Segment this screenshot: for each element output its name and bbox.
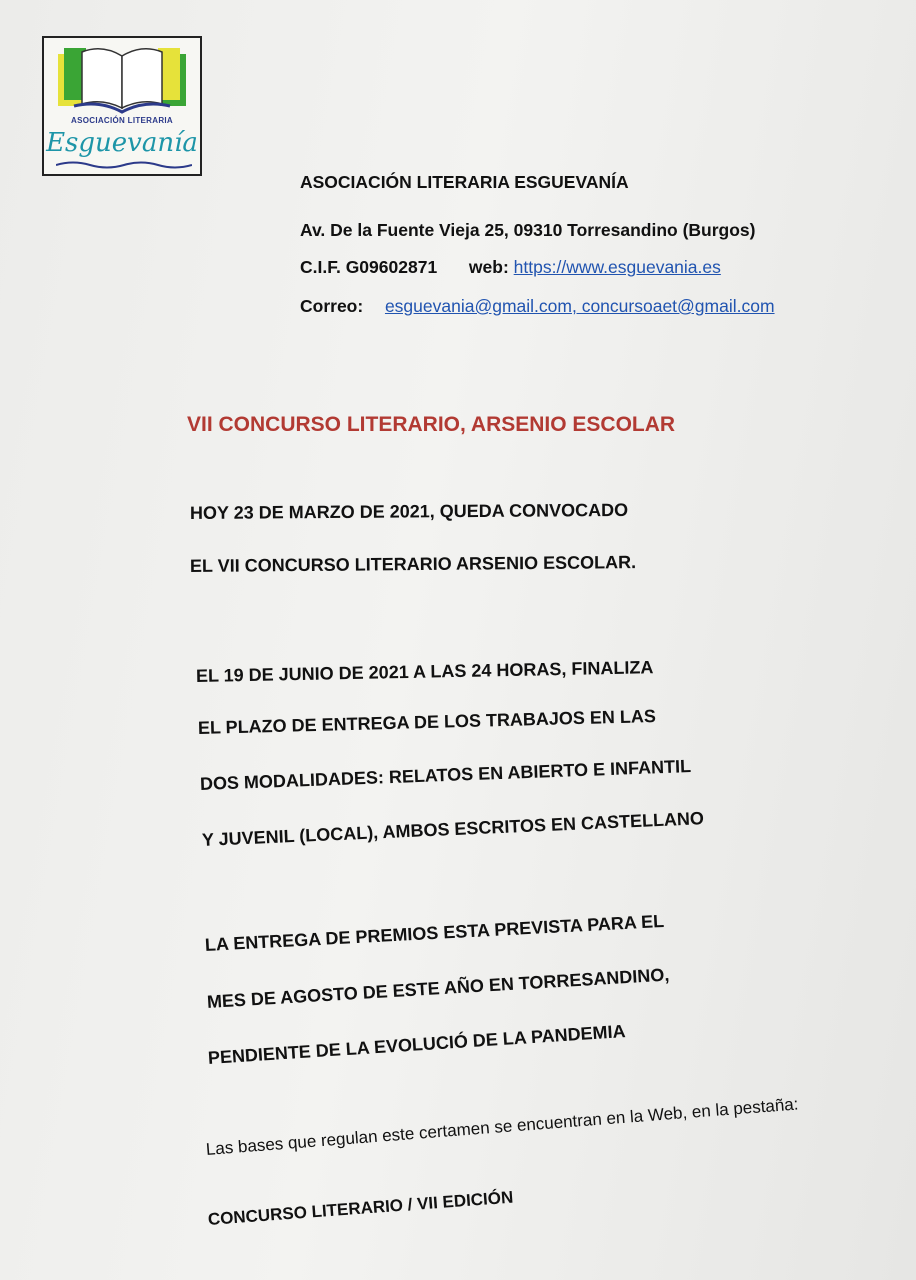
p2-line-4: Y JUVENIL (LOCAL), AMBOS ESCRITOS EN CASTELLANO	[201, 808, 705, 850]
p1-line-1: HOY 23 DE MARZO DE 2021, QUEDA CONVOCADO	[189, 499, 629, 523]
email-links[interactable]: esguevania@gmail.com, concursoaet@gmail.com	[384, 296, 775, 316]
p2-line-3: DOS MODALIDADES: RELATOS EN ABIERTO E INFANTIL	[199, 756, 692, 794]
contest-title: VII CONCURSO LITERARIO, ARSENIO ESCOLAR	[187, 413, 676, 436]
web-label: web:	[468, 257, 509, 277]
open-book-icon	[52, 42, 192, 118]
p3-line-1: LA ENTREGA DE PREMIOS ESTA PREVISTA PARA EL	[204, 910, 665, 955]
p2-line-2: EL PLAZO DE ENTREGA DE LOS TRABAJOS EN LAS	[197, 706, 657, 738]
bases-section: CONCURSO LITERARIO / VII EDICIÓN	[207, 1187, 514, 1229]
p1-line-2: EL VII CONCURSO LITERARIO ARSENIO ESCOLAR.	[189, 552, 637, 576]
org-cif-web-line	[300, 257, 721, 278]
logo-wave-icon	[56, 160, 192, 170]
org-cif: C.I.F. G09602871	[300, 257, 438, 277]
p2-line-1: EL 19 DE JUNIO DE 2021 A LAS 24 HORAS, FINALIZA	[195, 657, 654, 686]
bases-note: Las bases que regulan este certamen se encuentran en la Web, en la pestaña:	[205, 1094, 800, 1159]
p3-line-3: PENDIENTE DE LA EVOLUCIÓ DE LA PANDEMIA	[207, 1021, 627, 1068]
org-email-line	[300, 296, 775, 317]
email-label: Correo:	[300, 296, 364, 316]
association-logo	[42, 36, 202, 176]
web-link[interactable]: https://www.esguevania.es	[513, 257, 721, 277]
logo-assoc-text: ASOCIACIÓN LITERARIA	[71, 116, 173, 125]
logo-brand-text: Esguevanía	[46, 128, 198, 158]
org-name: ASOCIACIÓN LITERARIA ESGUEVANÍA	[300, 172, 629, 192]
p3-line-2: MES DE AGOSTO DE ESTE AÑO EN TORRESANDINO,	[206, 964, 670, 1012]
org-address: Av. De la Fuente Vieja 25, 09310 Torresandino (Burgos)	[300, 220, 756, 240]
